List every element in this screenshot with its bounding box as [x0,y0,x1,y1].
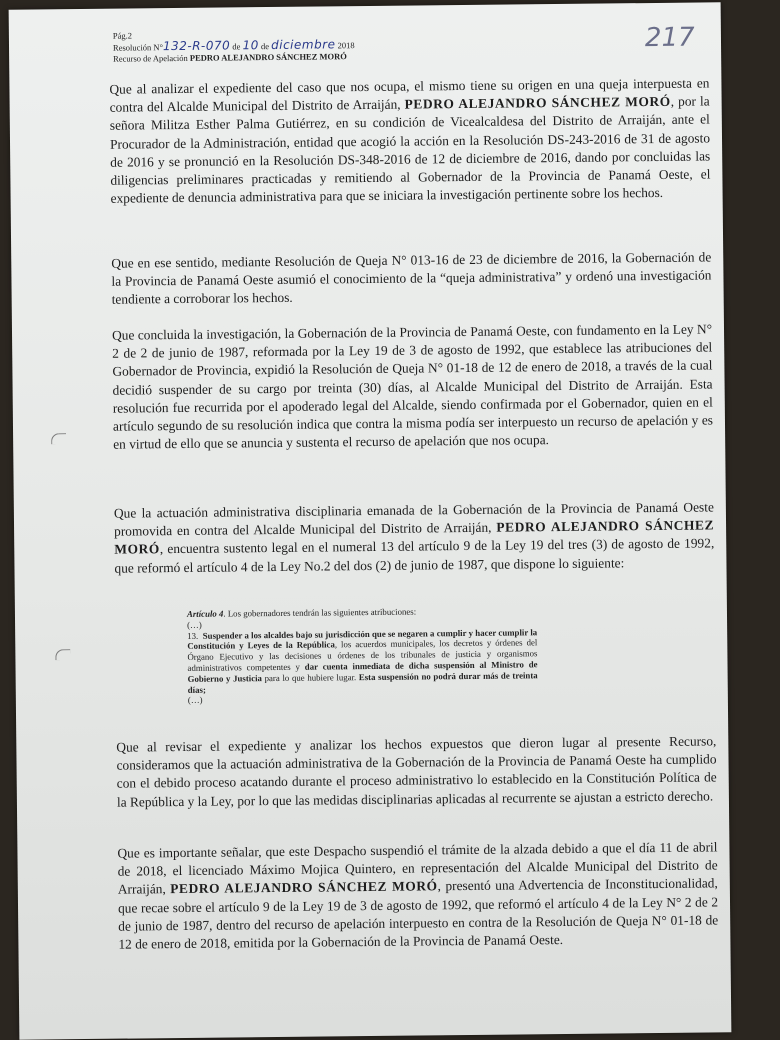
quote-num: 13. [187,630,199,641]
law-quote [187,605,538,706]
margin-pencil-mark [55,649,70,660]
p6-name: PEDRO ALEJANDRO SÁNCHEZ MORÓ [170,878,438,897]
quote-s1: Suspender a los alcaldes bajo su jurisdicción que se negaren a cumplir y hacer cumplir la Constitución y Leyes de la República [187,626,538,652]
quote-s4: para lo que hubiere lugar. [261,671,359,683]
p1-name: PEDRO ALEJANDRO SÁNCHEZ MORÓ [404,94,671,112]
p4-text-a: Que la actuación administrativa disciplinaria emanada de la Gobernación de la Provincia de Panamá Oeste promovida en contra del Alcalde Municipal del Distrito de Arraiján, [113,499,714,539]
quote-lead: Artículo 4 [186,608,224,619]
appeal-label: Recurso de Apelación [113,52,188,64]
quote-ellipsis-2: (…) [187,695,203,706]
quote-ellipsis-1: (…) [187,619,202,630]
p6-text-c: , presentó una Advertencia de Inconstitucionalidad, que recae sobre el artículo 9 de la Ley 19 de 3 de agosto de 1992, que reformó el artículo 4 de la Ley N° 2 de 2 de junio de 1987, dentro del recurso de apelación interpuesto en contra de la Resolución de Queja N° 01-18 de 12 de enero de 2018, emitida por la Gobernación de la Provincia de Panamá Oeste. [117,875,719,952]
resolution-label: Resolución N° [112,42,164,53]
page-number: Pág.2 [112,30,133,41]
resolution-year: 2018 [337,40,355,51]
de-label-1: de [232,41,241,52]
quote-s3: dar cuenta inmediata de dicha suspensión al Ministro de Gobierno y Justicia [187,659,538,684]
quote-item-13 [187,627,538,695]
appeal-line [113,51,355,65]
resolution-month: diciembre [271,37,336,53]
document-page [9,2,732,1039]
paragraph-1 [109,74,710,208]
resolution-number: 132-R-070 [162,38,231,54]
p1-text-a: Que al analizar el expediente del caso que nos ocupa, el mismo tiene su origen en una queja interpuesta en contra del Alcalde Municipal del Distrito de Arraiján, [109,75,710,115]
appeal-name: PEDRO ALEJANDRO SÁNCHEZ MORÓ [189,51,347,63]
quote-lead-rest: . Los gobernadores tendrán las siguientes atribuciones: [223,606,417,619]
p4-name: PEDRO ALEJANDRO SÁNCHEZ MORÓ [114,517,715,558]
paragraph-2: Que en ese sentido, mediante Resolución de Queja N° 013-16 de 23 de diciembre de 2016, la Gobernación de la Provincia de Panamá Oeste asumió el conocimiento de la “queja administrativa” y ordenó una investigación tendiente a corroborar los hechos. [111,249,712,308]
margin-pencil-mark [51,433,66,444]
resolution-day: 10 [242,38,259,53]
paragraph-3: Que concluida la investigación, la Gobernación de la Provincia de Panamá Oeste, con fundamento en la Ley N° 2 de 2 de junio de 1987, reformada por la Ley 19 de 3 de agosto de 1992, que establece las atribuciones del Gobernador de Provincia, expidió la Resolución de Queja N° 01-18 de 12 de enero de 2018, a través de la cual decidió suspender de su cargo por treinta (30) días, al Alcalde Municipal del Distrito de Arraiján. Esta resolución fue recurrida por el apoderado legal del Alcalde, siendo confirmada por el Gobernador, quien en el artículo segundo de su resolución indica que contra la misma podía ser interpuesto un recurso de apelación y es en virtud de ello que se anuncia y sustenta el recurso de apelación que nos ocupa. [111,321,714,452]
p1-text-c: , por la señora Militza Esther Palma Gutiérrez, en su condición de Vicealcaldesa del Distrito de Arraiján, ante el Procurador de la Administración, entidad que acogió la acción en la Resolución DS-243-2016 de 31 de agosto de 2016 y se pronunció en la Resolución DS-348-2016 de 12 de diciembre de 2016, dando por concluidas las diligencias preliminares practicadas y remitiendo al Gobernador de la Provincia de Panamá Oeste, el expediente de denuncia administrativa para que se iniciara la investigación pertinente sobre los hechos. [109,93,711,206]
p4-text-c: , encuentra sustento legal en el numeral 13 del artículo 9 de la Ley 19 del tres (3) de agosto de 1992, que reformó el artículo 4 de la Ley No.2 del dos (2) de junio de 1987, que dispone lo siguiente: [114,535,715,576]
folio-number: 217 [644,22,695,54]
paragraph-4 [114,498,715,577]
paragraph-6 [117,838,718,953]
p6-text-a: Que es importante señalar, que este Despacho suspendió el trámite de la alzada debido a que el día 11 de abril de 2018, el licenciado Máximo Mojica Quintero, en representación del Alcalde Municipal del Distrito de Arraiján, [117,839,718,898]
quote-s5: Esta suspensión no podrá durar más de treinta días; [187,670,538,695]
paragraph-5: Que al revisar el expediente y analizar los hechos expuestos que dieron lugar al presente Recurso, consideramos que la actuación administrativa de la Gobernación de la Provincia de Panamá Oeste ha cumplido con el debido proceso acatando durante el proceso administrativo lo establecido en la Constitución Política de la República y la Ley, por lo que las medidas disciplinarias aplicadas al recurrente se ajustan a estricto derecho. [116,733,717,810]
document-header [113,28,355,65]
quote-s2: , los acuerdos municipales, los decretos y órdenes del Órgano Ejecutivo y las decisiones u órdenes de los tribunales de justicia y organismos administrativos competentes y [187,637,538,673]
de-label-2: de [260,41,270,52]
